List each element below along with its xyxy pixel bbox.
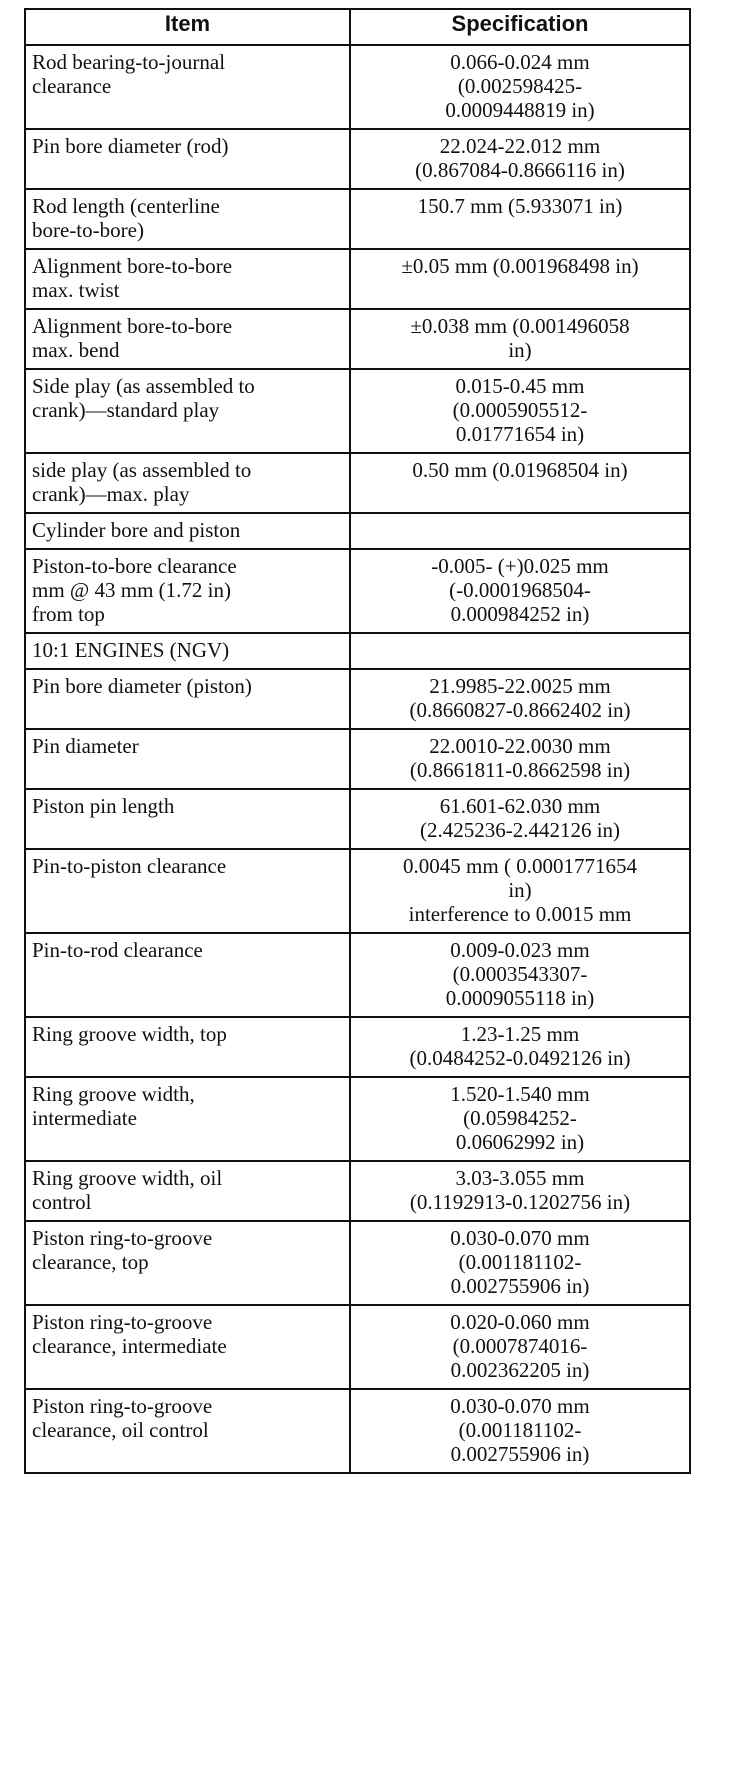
item-cell (25, 549, 350, 633)
specification-cell (350, 45, 690, 129)
specification-line: in) (508, 878, 532, 902)
item-line: clearance (32, 74, 112, 98)
specification-line: (0.0007874016- (452, 1334, 588, 1358)
header-row (25, 9, 690, 45)
table-row (25, 849, 690, 933)
item-cell (25, 1305, 350, 1389)
specification-line: 150.7 mm (5.933071 in) (417, 194, 623, 218)
specification-line: 0.030-0.070 mm (450, 1394, 590, 1418)
specification-line: (0.002598425- (457, 74, 583, 98)
item-cell (25, 1161, 350, 1221)
specification-line: (0.8661811-0.8662598 in) (409, 758, 631, 782)
item-cell (25, 45, 350, 129)
spec-table-body (25, 45, 690, 1473)
specification-line: 0.0009448819 in) (445, 98, 595, 122)
specification-line: 1.520-1.540 mm (450, 1082, 590, 1106)
item-line: Pin-to-rod clearance (32, 938, 203, 962)
specification-cell (350, 513, 690, 549)
item-cell (25, 789, 350, 849)
specification-cell (350, 1389, 690, 1473)
table-row (25, 669, 690, 729)
specification-line: (0.0003543307- (452, 962, 588, 986)
specification-line: 0.000984252 in) (450, 602, 590, 626)
specification-line: 1.23-1.25 mm (460, 1022, 580, 1046)
item-line: Pin bore diameter (rod) (32, 134, 229, 158)
item-line: crank)—max. play (32, 482, 190, 506)
table-row (25, 729, 690, 789)
header-specification: Specification (350, 9, 690, 45)
specification-line: 3.03-3.055 mm (455, 1166, 585, 1190)
item-cell (25, 933, 350, 1017)
item-line: side play (as assembled to (32, 458, 252, 482)
table-row (25, 1161, 690, 1221)
specification-line: 0.002755906 in) (450, 1274, 590, 1298)
item-line: Piston pin length (32, 794, 175, 818)
table-row (25, 369, 690, 453)
table-row (25, 633, 690, 669)
table-row (25, 549, 690, 633)
item-line: Piston ring-to-groove (32, 1394, 213, 1418)
specification-cell (350, 129, 690, 189)
table-row (25, 45, 690, 129)
specification-cell (350, 309, 690, 369)
specification-line: 0.01771654 in) (455, 422, 585, 446)
table-row (25, 189, 690, 249)
specification-cell (350, 849, 690, 933)
specification-line: (0.0005905512- (452, 398, 588, 422)
item-line: crank)—standard play (32, 398, 220, 422)
specification-line: (0.0484252-0.0492126 in) (409, 1046, 631, 1070)
item-cell (25, 189, 350, 249)
specification-line: 22.024-22.012 mm (439, 134, 601, 158)
specification-cell (350, 549, 690, 633)
specification-line: (0.1192913-0.1202756 in) (409, 1190, 631, 1214)
item-cell (25, 1389, 350, 1473)
specification-line: (0.05984252- (463, 1106, 577, 1130)
specification-cell (350, 1305, 690, 1389)
spec-table (24, 8, 691, 1474)
item-line: Cylinder bore and piston (32, 518, 241, 542)
item-cell (25, 1077, 350, 1161)
item-cell (25, 669, 350, 729)
item-line: Alignment bore-to-bore (32, 254, 233, 278)
table-row (25, 1017, 690, 1077)
item-line: Pin diameter (32, 734, 139, 758)
specification-cell (350, 669, 690, 729)
item-cell (25, 453, 350, 513)
item-cell (25, 849, 350, 933)
specification-line: ±0.038 mm (0.001496058 (410, 314, 630, 338)
table-row (25, 249, 690, 309)
item-line: 10:1 ENGINES (NGV) (32, 638, 230, 662)
item-line: Piston ring-to-groove (32, 1310, 213, 1334)
item-cell (25, 309, 350, 369)
item-line: Ring groove width, top (32, 1022, 227, 1046)
specification-cell (350, 1017, 690, 1077)
specification-line: (0.867084-0.8666116 in) (415, 158, 625, 182)
table-row (25, 1221, 690, 1305)
specification-cell (350, 249, 690, 309)
specification-line: 0.020-0.060 mm (450, 1310, 590, 1334)
table-row (25, 513, 690, 549)
specification-cell (350, 729, 690, 789)
item-line: clearance, intermediate (32, 1334, 227, 1358)
item-line: Alignment bore-to-bore (32, 314, 233, 338)
specification-cell (350, 369, 690, 453)
specification-cell (350, 633, 690, 669)
specification-cell (350, 453, 690, 513)
specification-line: (0.001181102- (458, 1418, 582, 1442)
specification-line: (2.425236-2.442126 in) (419, 818, 621, 842)
item-cell (25, 729, 350, 789)
specification-cell (350, 933, 690, 1017)
item-line: Rod length (centerline (32, 194, 220, 218)
specification-line: ±0.05 mm (0.001968498 in) (401, 254, 639, 278)
table-row (25, 1389, 690, 1473)
table-row (25, 1305, 690, 1389)
specification-line: 0.002362205 in) (450, 1358, 590, 1382)
specification-line: 0.0045 mm ( 0.0001771654 (403, 854, 637, 878)
specification-line: 22.0010-22.0030 mm (429, 734, 611, 758)
item-line: mm @ 43 mm (1.72 in) (32, 578, 231, 602)
specification-line: in) (508, 338, 532, 362)
specification-line: (-0.0001968504- (449, 578, 591, 602)
item-line: control (32, 1190, 92, 1214)
item-line: Pin bore diameter (piston) (32, 674, 252, 698)
specification-line: (0.001181102- (458, 1250, 582, 1274)
specification-line: 0.0009055118 in) (445, 986, 595, 1010)
specification-cell (350, 1077, 690, 1161)
item-line: Piston-to-bore clearance (32, 554, 237, 578)
table-row (25, 1077, 690, 1161)
item-line: Side play (as assembled to (32, 374, 255, 398)
header-item: Item (25, 9, 350, 45)
item-cell (25, 513, 350, 549)
item-line: Pin-to-piston clearance (32, 854, 227, 878)
item-line: Piston ring-to-groove (32, 1226, 213, 1250)
item-line: max. bend (32, 338, 120, 362)
table-row (25, 789, 690, 849)
item-cell (25, 1221, 350, 1305)
table-row (25, 453, 690, 513)
item-cell (25, 249, 350, 309)
item-line: Ring groove width, oil (32, 1166, 223, 1190)
item-line: max. twist (32, 278, 120, 302)
item-line: from top (32, 602, 105, 626)
specification-line: 0.030-0.070 mm (450, 1226, 590, 1250)
specification-line: 0.002755906 in) (450, 1442, 590, 1466)
specification-cell (350, 1221, 690, 1305)
specification-line: 0.015-0.45 mm (455, 374, 585, 398)
item-line: clearance, oil control (32, 1418, 209, 1442)
item-line: bore-to-bore) (32, 218, 144, 242)
item-cell (25, 129, 350, 189)
item-line: Rod bearing-to-journal (32, 50, 226, 74)
specification-line: 0.066-0.024 mm (450, 50, 590, 74)
item-cell (25, 369, 350, 453)
item-line: Ring groove width, (32, 1082, 195, 1106)
table-row (25, 129, 690, 189)
specification-line: (0.8660827-0.8662402 in) (409, 698, 631, 722)
item-line: intermediate (32, 1106, 137, 1130)
specification-line: 0.009-0.023 mm (450, 938, 590, 962)
table-row (25, 933, 690, 1017)
item-cell (25, 633, 350, 669)
specification-cell (350, 189, 690, 249)
specification-line: 61.601-62.030 mm (439, 794, 601, 818)
specification-line: -0.005- (+)0.025 mm (431, 554, 609, 578)
specification-cell (350, 1161, 690, 1221)
specification-cell (350, 789, 690, 849)
specification-line: 21.9985-22.0025 mm (429, 674, 611, 698)
specification-line: 0.50 mm (0.01968504 in) (412, 458, 628, 482)
specification-line: interference to 0.0015 mm (408, 902, 632, 926)
item-line: clearance, top (32, 1250, 149, 1274)
item-cell (25, 1017, 350, 1077)
specification-line: 0.06062992 in) (455, 1130, 585, 1154)
table-row (25, 309, 690, 369)
